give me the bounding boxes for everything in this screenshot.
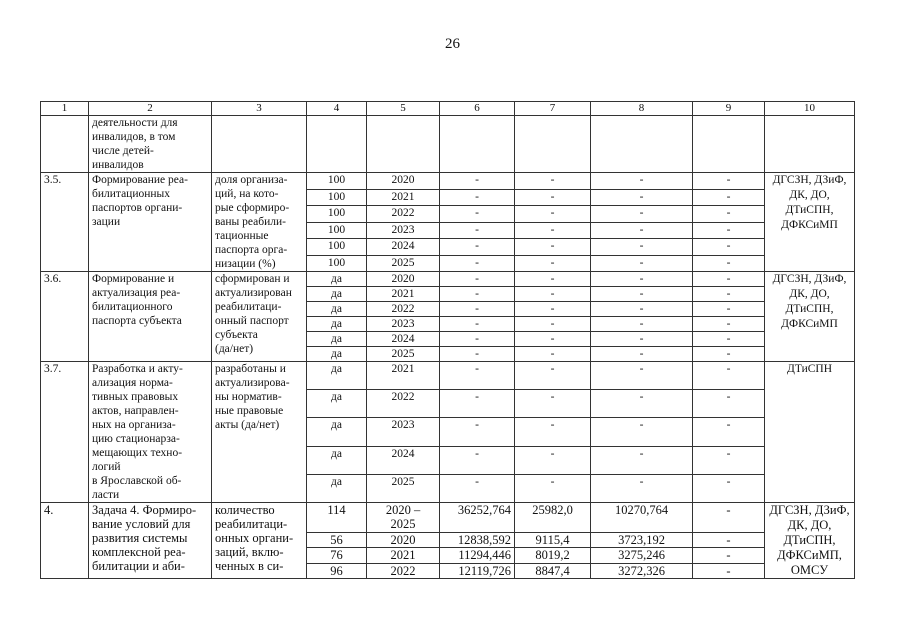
cell-total: - xyxy=(440,302,515,317)
cell-regional: - xyxy=(515,446,591,474)
cell-year: 2021 xyxy=(367,189,440,206)
executor-line: ДТиСПН, xyxy=(785,204,834,216)
name-line: числе детей- xyxy=(92,145,154,157)
executor-line: ДФКСиМП, xyxy=(777,548,842,562)
name-line: вание условий для xyxy=(92,517,191,531)
cell-regional: - xyxy=(515,189,591,206)
cell-regional: - xyxy=(515,390,591,418)
cell-other: - xyxy=(693,317,765,332)
cell-regional: - xyxy=(515,255,591,272)
indicator-line: актуализирова- xyxy=(215,377,290,389)
cell-total: - xyxy=(440,362,515,390)
name-line: логий xyxy=(92,461,121,473)
cell-name xyxy=(89,116,212,173)
executor-line: ДФКСиМП xyxy=(781,318,838,330)
cell-total: - xyxy=(440,347,515,362)
cell-local: - xyxy=(591,173,693,190)
cell-other: - xyxy=(693,347,765,362)
cell-local: - xyxy=(591,239,693,256)
cell-year: 2020 xyxy=(367,173,440,190)
cell-total: - xyxy=(440,332,515,347)
name-line: ных на организа- xyxy=(92,419,176,431)
indicator-line: реабилитаци- xyxy=(215,517,288,531)
name-line: тивных правовых xyxy=(92,391,179,403)
name-line: цию стационарза- xyxy=(92,433,180,445)
cell-target: 100 xyxy=(307,222,367,239)
cell-local: - xyxy=(591,418,693,446)
cell-local: - xyxy=(591,362,693,390)
name-line: билитационных xyxy=(92,188,171,200)
executor-line: ДК, ДО, xyxy=(789,189,830,201)
cell-total: - xyxy=(440,317,515,332)
cell-local: - xyxy=(591,206,693,223)
name-line: паспортов органи- xyxy=(92,202,183,214)
cell-total: - xyxy=(440,474,515,502)
cell-year: 2023 xyxy=(367,317,440,332)
indicator-line: ваны реабили- xyxy=(215,216,286,228)
cell-name xyxy=(89,362,212,503)
cell-regional: - xyxy=(515,287,591,302)
cell-other: - xyxy=(693,222,765,239)
cell-local: - xyxy=(591,302,693,317)
cell-target: да xyxy=(307,390,367,418)
cell-other: - xyxy=(693,503,765,533)
cell-other: - xyxy=(693,272,765,287)
indicator-line: субъекта xyxy=(215,329,258,341)
cell-local: 3275,246 xyxy=(591,548,693,563)
name-line: ласти xyxy=(92,489,120,501)
cell-other: - xyxy=(693,255,765,272)
indicator-line: тационные xyxy=(215,230,269,242)
cell-target: да xyxy=(307,302,367,317)
indicator-line: актуализирован xyxy=(215,287,292,299)
cell-year: 2025 xyxy=(367,255,440,272)
cell-target: да xyxy=(307,332,367,347)
name-line: развития системы xyxy=(92,531,188,545)
cell-other: - xyxy=(693,446,765,474)
cell-local: - xyxy=(591,390,693,418)
cell-other: - xyxy=(693,418,765,446)
cell-regional: - xyxy=(515,362,591,390)
cell-year: 2021 xyxy=(367,548,440,563)
cell-name xyxy=(89,173,212,272)
cell-num: 3.5. xyxy=(41,173,89,272)
indicator-line: ны норматив- xyxy=(215,391,282,403)
cell-num: 4. xyxy=(41,503,89,579)
table-row xyxy=(41,173,855,190)
cell-target: да xyxy=(307,347,367,362)
cell-regional: - xyxy=(515,317,591,332)
cell-name xyxy=(89,272,212,362)
indicator-line: количество xyxy=(215,503,275,517)
executor-line: ДФКСиМП xyxy=(781,219,838,231)
cell-regional: 8847,4 xyxy=(515,563,591,578)
cell-total: - xyxy=(440,272,515,287)
cell-year: 2024 xyxy=(367,239,440,256)
executor-line: ДТиСПН xyxy=(786,363,833,375)
cell-total: - xyxy=(440,206,515,223)
cell-total: 36252,764 xyxy=(440,503,515,533)
cell-regional: - xyxy=(515,222,591,239)
cell-other: - xyxy=(693,173,765,190)
executor-line: ДТиСПН, xyxy=(785,303,834,315)
executor-line: ДТиСПН, xyxy=(783,533,836,547)
cell-year: 2021 xyxy=(367,287,440,302)
cell-total: - xyxy=(440,189,515,206)
indicator-line: паспорта орга- xyxy=(215,244,288,256)
column-header: 4 xyxy=(307,102,367,116)
name-line: Формирование и xyxy=(92,273,175,285)
cell-year: 2023 xyxy=(367,418,440,446)
cell-total: 12119,726 xyxy=(440,563,515,578)
indicator-line: онных органи- xyxy=(215,531,294,545)
cell-year: 2022 xyxy=(367,302,440,317)
cell-target: да xyxy=(307,317,367,332)
cell-local: - xyxy=(591,474,693,502)
cell-indicator xyxy=(212,272,307,362)
table-row xyxy=(41,503,855,533)
cell-other: - xyxy=(693,287,765,302)
measures-table xyxy=(40,101,855,579)
cell-regional: - xyxy=(515,239,591,256)
name-line: актуализация реа- xyxy=(92,287,181,299)
cell-regional: - xyxy=(515,332,591,347)
name-line: инвалидов xyxy=(92,159,144,171)
cell-executor xyxy=(765,173,855,272)
name-line: комплексной реа- xyxy=(92,545,186,559)
cell-target: да xyxy=(307,474,367,502)
header-row xyxy=(41,102,855,116)
cell-executor xyxy=(765,362,855,503)
cell-num xyxy=(41,116,89,173)
cell-year: 2020 xyxy=(367,532,440,547)
cell-regional: 9115,4 xyxy=(515,532,591,547)
indicator-line: онный паспорт xyxy=(215,315,289,327)
name-line: инвалидов, в том xyxy=(92,131,176,143)
cell-target: 100 xyxy=(307,255,367,272)
cell-target: да xyxy=(307,446,367,474)
indicator-line: ные правовые xyxy=(215,405,284,417)
cell-local: 3272,326 xyxy=(591,563,693,578)
name-line: Формирование реа- xyxy=(92,174,188,186)
cell-other: - xyxy=(693,532,765,547)
cell-total: - xyxy=(440,418,515,446)
cell-local: - xyxy=(591,189,693,206)
cell-total: - xyxy=(440,287,515,302)
column-header: 1 xyxy=(41,102,89,116)
cell-year: 2023 xyxy=(367,222,440,239)
cell-total: - xyxy=(440,173,515,190)
column-header: 10 xyxy=(765,102,855,116)
column-header: 2 xyxy=(89,102,212,116)
indicator-line: ченных в си- xyxy=(215,559,284,573)
cell-other: - xyxy=(693,189,765,206)
name-line: билитационного xyxy=(92,301,173,313)
cell-regional: - xyxy=(515,418,591,446)
executor-line: ДГСЗН, ДЗиФ, xyxy=(772,273,847,285)
cell-num: 3.6. xyxy=(41,272,89,362)
cell-regional: - xyxy=(515,173,591,190)
cell-total: - xyxy=(440,390,515,418)
indicator-line: акты (да/нет) xyxy=(215,419,280,431)
cell-target: 96 xyxy=(307,563,367,578)
cell-regional: - xyxy=(515,347,591,362)
cell-target: 76 xyxy=(307,548,367,563)
cell-year: 2022 xyxy=(367,206,440,223)
name-line: паспорта субъекта xyxy=(92,315,182,327)
cell-other: - xyxy=(693,302,765,317)
name-line: ализация норма- xyxy=(92,377,173,389)
column-header: 6 xyxy=(440,102,515,116)
cell-year: 2024 xyxy=(367,446,440,474)
cell-regional: - xyxy=(515,206,591,223)
indicator-line: реабилитаци- xyxy=(215,301,282,313)
cell-other: - xyxy=(693,548,765,563)
name-line: Разработка и акту- xyxy=(92,363,183,375)
cell-target: 56 xyxy=(307,532,367,547)
page-number: 26 xyxy=(445,36,460,52)
cell-other: - xyxy=(693,206,765,223)
cell-regional: - xyxy=(515,474,591,502)
executor-line: ДК, ДО, xyxy=(787,518,832,532)
indicator-line: рые сформиро- xyxy=(215,202,290,214)
cell-executor xyxy=(765,503,855,579)
indicator-line: (да/нет) xyxy=(215,343,254,355)
cell-local: - xyxy=(591,446,693,474)
cell-year: 2020 – 2025 xyxy=(367,503,440,533)
executor-line: ОМСУ xyxy=(790,563,829,577)
indicator-line: доля организа- xyxy=(215,174,288,186)
cell-local: 10270,764 xyxy=(591,503,693,533)
column-header: 5 xyxy=(367,102,440,116)
name-line: билитации и аби- xyxy=(92,559,185,573)
cell-regional: 8019,2 xyxy=(515,548,591,563)
cell-target: 114 xyxy=(307,503,367,533)
cell-indicator xyxy=(212,362,307,503)
cell-target: да xyxy=(307,287,367,302)
cell-other: - xyxy=(693,239,765,256)
cell-target: да xyxy=(307,362,367,390)
cell-indicator xyxy=(212,173,307,272)
cell-target: да xyxy=(307,272,367,287)
cell-local: - xyxy=(591,222,693,239)
indicator-line: разработаны и xyxy=(215,363,286,375)
cell-target: 100 xyxy=(307,239,367,256)
cell-local: - xyxy=(591,347,693,362)
cell-name xyxy=(89,503,212,579)
cell-year: 2021 xyxy=(367,362,440,390)
name-line: деятельности для xyxy=(92,117,178,129)
cell-other: - xyxy=(693,362,765,390)
name-line: Задача 4. Формиро- xyxy=(92,503,197,517)
indicator-line: ций, на кото- xyxy=(215,188,279,200)
cell-year: 2025 xyxy=(367,347,440,362)
name-line: актов, направлен- xyxy=(92,405,179,417)
column-header: 8 xyxy=(591,102,693,116)
cell-target: 100 xyxy=(307,189,367,206)
executor-line: ДК, ДО, xyxy=(789,288,830,300)
indicator-line: заций, вклю- xyxy=(215,545,284,559)
executor-line: ДГСЗН, ДЗиФ, xyxy=(769,503,850,517)
cell-total: - xyxy=(440,222,515,239)
cell-regional: 25982,0 xyxy=(515,503,591,533)
cell-local: - xyxy=(591,272,693,287)
cell-total: - xyxy=(440,239,515,256)
cell-year: 2024 xyxy=(367,332,440,347)
cell-total: - xyxy=(440,446,515,474)
cell-year: 2020 xyxy=(367,272,440,287)
name-line: мещающих техно- xyxy=(92,447,183,459)
cell-local: - xyxy=(591,317,693,332)
cell-other: - xyxy=(693,563,765,578)
cell-indicator xyxy=(212,503,307,579)
continuation-row xyxy=(41,116,855,173)
cell-regional: - xyxy=(515,272,591,287)
cell-year: 2022 xyxy=(367,563,440,578)
cell-local: - xyxy=(591,255,693,272)
cell-local: 3723,192 xyxy=(591,532,693,547)
cell-target: 100 xyxy=(307,173,367,190)
column-header: 7 xyxy=(515,102,591,116)
cell-year: 2022 xyxy=(367,390,440,418)
name-line: в Ярославской об- xyxy=(92,475,182,487)
cell-local: - xyxy=(591,332,693,347)
cell-other: - xyxy=(693,474,765,502)
cell-executor xyxy=(765,272,855,362)
cell-target: 100 xyxy=(307,206,367,223)
name-line: зации xyxy=(92,216,121,228)
indicator-line: низации (%) xyxy=(215,258,276,270)
cell-regional: - xyxy=(515,302,591,317)
cell-year: 2025 xyxy=(367,474,440,502)
cell-total: 12838,592 xyxy=(440,532,515,547)
cell-total: - xyxy=(440,255,515,272)
column-header: 9 xyxy=(693,102,765,116)
table-row xyxy=(41,272,855,287)
cell-local: - xyxy=(591,287,693,302)
indicator-line: сформирован и xyxy=(215,273,290,285)
table-row xyxy=(41,362,855,390)
cell-other: - xyxy=(693,390,765,418)
cell-target: да xyxy=(307,418,367,446)
column-header: 3 xyxy=(212,102,307,116)
cell-other: - xyxy=(693,332,765,347)
executor-line: ДГСЗН, ДЗиФ, xyxy=(772,174,847,186)
cell-total: 11294,446 xyxy=(440,548,515,563)
cell-num: 3.7. xyxy=(41,362,89,503)
